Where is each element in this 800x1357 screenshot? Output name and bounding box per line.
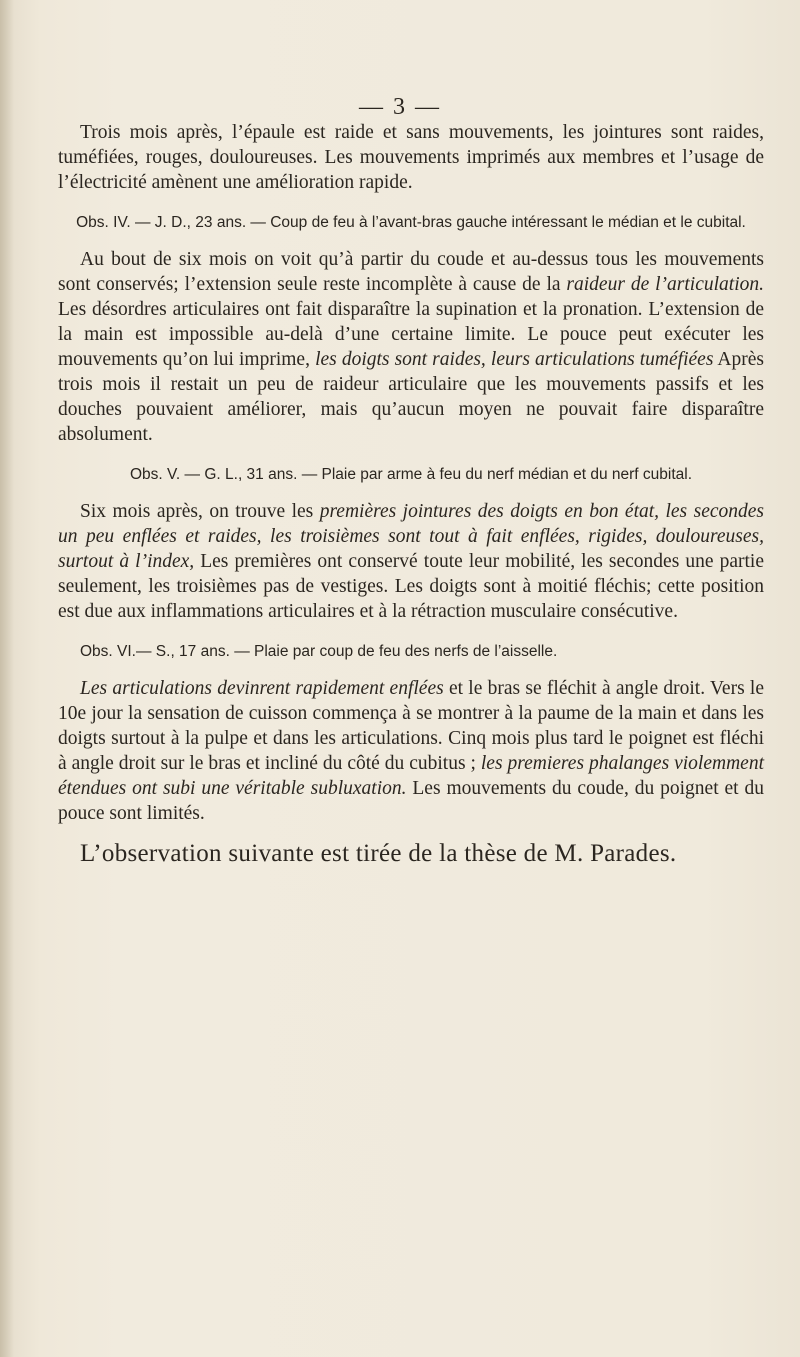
- paragraph-3-text-a: Six mois après, on trouve les: [80, 501, 320, 522]
- paragraph-3: [58, 499, 764, 624]
- observation-5-heading: Obs. V. — G. L., 31 ans. — Plaie par arme à feu du nerf médian et du nerf cubital.: [129, 466, 693, 483]
- observation-4-heading: Obs. IV. — J. D., 23 ans. — Coup de feu à l’avant-bras gauche intéressant le médian et le cubital.: [76, 214, 746, 231]
- paragraph-2-text-a: Au bout de six mois on voit qu’à partir du coude et au-dessus tous les mouvements sont conservés; l’extension seule reste incomplète à cause de la: [58, 249, 764, 295]
- paragraph-4-text-a: et le bras se fléchit à angle droit. Vers le 10e jour la sensation de cuisson commença à se montrer à la paume de la main et dans les doigts surtout à la pulpe et dans les articulations. Cinq mois plus tard le poignet est fléchi à angle droit sur le bras et incliné du côté du cubitus ;: [58, 678, 764, 774]
- paragraph-2-italic-2: les doigts sont raides, leurs articulations tuméfiées: [315, 349, 714, 370]
- document-body: [58, 88, 764, 869]
- paragraph-4-italic-2: les premieres phalanges violemment étendues ont subi une véritable subluxation.: [58, 753, 764, 799]
- paragraph-2: [58, 247, 764, 447]
- paragraph-2-text-c: Après trois mois il restait un peu de raideur articulaire que les mouvements passifs et les douches pouvaient améliorer, mais qu’aucun moyen ne pouvait faire disparaître absolument.: [58, 349, 764, 445]
- paragraph-4: [58, 676, 764, 826]
- paragraph-3-italic-1: premières jointures des doigts en bon état, les secondes un peu enflées et raides, les troisièmes sont tout à fait enflées, rigides, douloureuses, surtout à l’index,: [58, 501, 764, 572]
- paragraph-2-italic-1: raideur de l’articulation.: [566, 274, 764, 295]
- closing-line: L’observation suivante est tirée de la thèse de M. Parades.: [80, 840, 677, 867]
- paragraph-3-text-b: Les premières ont conservé toute leur mobilité, les secondes une partie seulement, les troisièmes pas de vestiges. Les doigts sont à moitié fléchis; cette position est due aux inflammations articulaires et à la rétraction musculaire consécutive.: [58, 551, 764, 622]
- observation-6-heading: Obs. VI.— S., 17 ans. — Plaie par coup de feu des nerfs de l’aisselle.: [80, 643, 558, 660]
- paragraph-1: Trois mois après, l’épaule est raide et sans mouvements, les jointures sont raides, tuméfiées, rouges, douloureuses. Les mouvements imprimés aux membres et l’usage de l’électricité amènent une amélioration rapide.: [58, 122, 764, 193]
- paragraph-2-text-b: Les désordres articulaires ont fait disparaître la supination et la pronation. L’extension de la main est impossible au-delà d’une certaine limite. Le pouce peut exécuter les mouvements qu’on lui imprime,: [58, 299, 764, 370]
- binding-shadow: [0, 0, 14, 1357]
- paragraph-4-italic-1: Les articulations devinrent rapidement enflées: [80, 678, 444, 699]
- page-number: — 3 —: [359, 94, 441, 120]
- paragraph-4-text-b: Les mouvements du coude, du poignet et du pouce sont limités.: [58, 778, 764, 824]
